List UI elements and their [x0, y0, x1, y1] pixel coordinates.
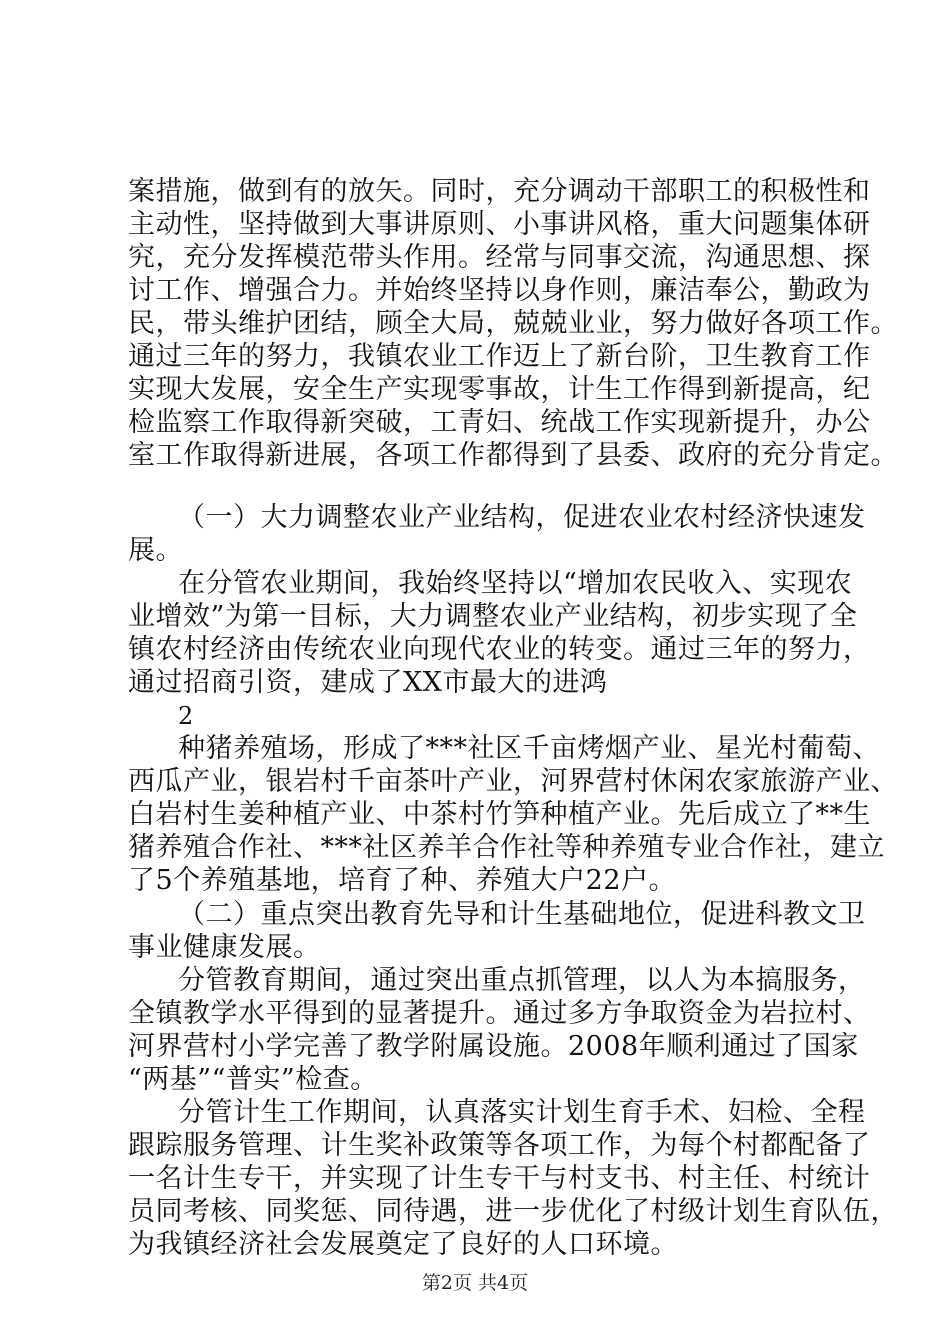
paragraph-line: 了5个养殖基地，培育了种、养殖大户22户。 — [128, 865, 677, 896]
paragraph-line: 主动性，坚持做到大事讲原则、小事讲风格，重大问题集体研 — [128, 209, 871, 240]
paragraph-line: 检监察工作取得新突破，工青妇、统战工作实现新提升，办公 — [128, 407, 871, 438]
paragraph-line: 白岩村生姜种植产业、中茶村竹笋种植产业。先后成立了**生 — [128, 799, 871, 830]
paragraph-line: 实现大发展，安全生产实现零事故，计生工作得到新提高，纪 — [128, 374, 871, 405]
page-footer: 第2页 共4页 — [421, 1272, 529, 1294]
paragraph-line: 在分管农业期间，我始终坚持以“增加农民收入、实现农 — [178, 568, 853, 599]
paragraph-line: “两基”“普实”检查。 — [128, 1064, 378, 1095]
paragraph-line: 河界营村小学完善了教学附属设施。2008年顺利通过了国家 — [128, 1031, 859, 1062]
inline-page-number: 2 — [178, 702, 194, 730]
section-heading-2-cont: 事业健康发展。 — [128, 932, 321, 963]
paragraph-line: 为我镇经济社会发展奠定了良好的人口环境。 — [128, 1229, 678, 1260]
paragraph-line: 案措施，做到有的放矢。同时，充分调动干部职工的积极性和 — [128, 176, 871, 207]
paragraph-line: 通过三年的努力，我镇农业工作迈上了新台阶，卫生教育工作 — [128, 341, 871, 372]
paragraph-line: 一名计生专干，并实现了计生专干与村支书、村主任、村统计 — [128, 1163, 871, 1194]
paragraph-line: 员同考核、同奖惩、同待遇，进一步优化了村级计划生育队伍， — [128, 1196, 898, 1227]
paragraph-line: 讨工作、增强合力。并始终坚持以身作则，廉洁奉公，勤政为 — [128, 275, 871, 306]
section-heading-1: （一）大力调整农业产业结构，促进农业农村经济快速发 — [178, 502, 866, 533]
paragraph-line: 究，充分发挥模范带头作用。经常与同事交流，沟通思想、探 — [128, 242, 871, 273]
paragraph-line: 种猪养殖场，形成了***社区千亩烤烟产业、星光村葡萄、 — [178, 733, 880, 764]
paragraph-line: 通过招商引资，建成了XX市最大的进鸿 — [128, 667, 608, 698]
paragraph-line: 西瓜产业，银岩村千亩茶叶产业，河界营村休闲农家旅游产业、 — [128, 766, 898, 797]
paragraph-line: 猪养殖合作社、***社区养羊合作社等种养殖专业合作社，建立 — [128, 832, 885, 863]
section-heading-1-cont: 展。 — [128, 535, 183, 566]
paragraph-line: 跟踪服务管理、计生奖补政策等各项工作，为每个村都配备了 — [128, 1130, 871, 1161]
paragraph-line: 业增效”为第一目标，大力调整农业产业结构，初步实现了全 — [128, 601, 858, 632]
paragraph-line: 分管计生工作期间，认真落实计划生育手术、妇检、全程 — [178, 1097, 866, 1128]
paragraph-line: 分管教育期间，通过突出重点抓管理，以人为本搞服务， — [178, 965, 866, 996]
paragraph-line: 镇农村经济由传统农业向现代农业的转变。通过三年的努力， — [128, 634, 871, 665]
paragraph-line: 全镇教学水平得到的显著提升。通过多方争取资金为岩拉村、 — [128, 998, 871, 1029]
paragraph-line: 室工作取得新进展，各项工作都得到了县委、政府的充分肯定。 — [128, 440, 898, 471]
paragraph-line: 民，带头维护团结，顾全大局，兢兢业业，努力做好各项工作。 — [128, 308, 898, 339]
section-heading-2: （二）重点突出教育先导和计生基础地位，促进科教文卫 — [178, 899, 866, 930]
